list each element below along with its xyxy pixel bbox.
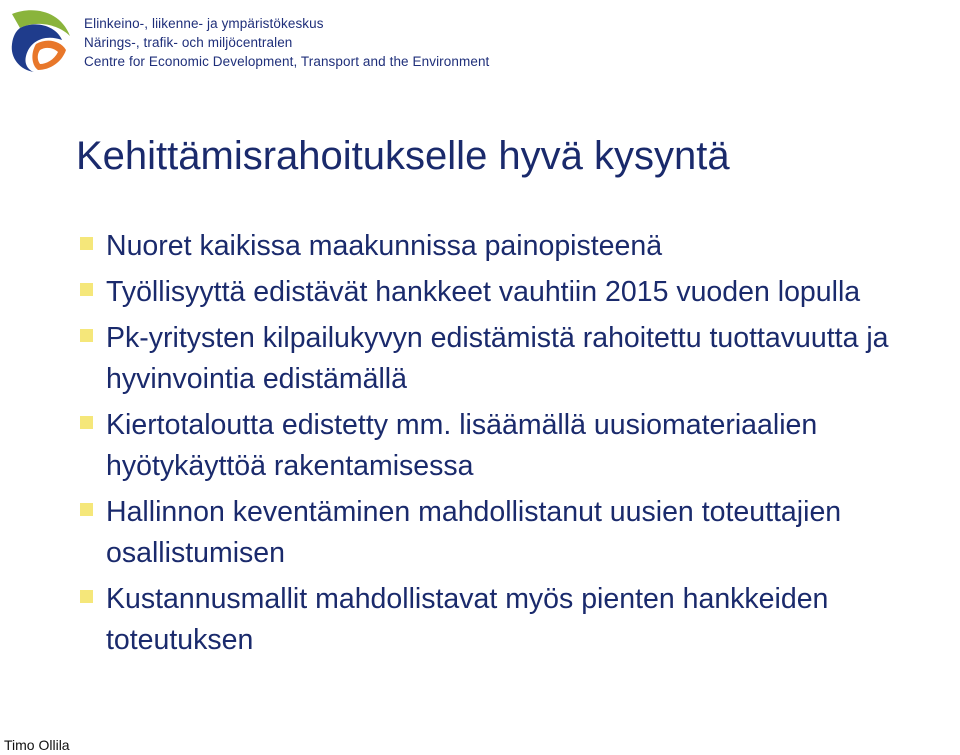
bullet-item bbox=[76, 579, 956, 661]
square-bullet-icon bbox=[80, 283, 93, 296]
organization-names bbox=[84, 14, 489, 71]
bullet-text: Työllisyyttä edistävät hankkeet vauhtiin 2015 vuoden lopulla bbox=[106, 276, 861, 308]
slide-title: Kehittämisrahoitukselle hyvä kysyntä bbox=[76, 134, 730, 178]
org-name-finnish: Elinkeino-, liikenne- ja ympäristökeskus bbox=[84, 16, 324, 31]
bullet-item bbox=[76, 272, 956, 313]
ely-centre-logo-icon bbox=[6, 6, 72, 72]
bullet-text: Kiertotaloutta edistetty mm. lisäämällä uusiomateriaalien hyötykäyttöä rakentamisessa bbox=[106, 409, 818, 482]
square-bullet-icon bbox=[80, 237, 93, 250]
bullet-item bbox=[76, 405, 956, 487]
bullet-text: Nuoret kaikissa maakunnissa painopisteenä bbox=[106, 230, 663, 262]
org-name-swedish: Närings-, trafik- och miljöcentralen bbox=[84, 35, 293, 50]
org-name-english: Centre for Economic Development, Transport and the Environment bbox=[84, 54, 490, 69]
header bbox=[6, 6, 489, 74]
bullet-list bbox=[76, 226, 956, 666]
bullet-text: Pk-yritysten kilpailukyvyn edistämistä rahoitettu tuottavuutta ja hyvinvointia edistämällä bbox=[106, 322, 889, 395]
square-bullet-icon bbox=[80, 503, 93, 516]
bullet-text: Kustannusmallit mahdollistavat myös pienten hankkeiden toteutuksen bbox=[106, 583, 829, 656]
bullet-text: Hallinnon keventäminen mahdollistanut uusien toteuttajien osallistumisen bbox=[106, 496, 842, 569]
bullet-item bbox=[76, 318, 956, 400]
bullet-item bbox=[76, 492, 956, 574]
square-bullet-icon bbox=[80, 329, 93, 342]
square-bullet-icon bbox=[80, 590, 93, 603]
footer-author: Timo Ollila bbox=[4, 737, 70, 753]
square-bullet-icon bbox=[80, 416, 93, 429]
bullet-item bbox=[76, 226, 956, 267]
